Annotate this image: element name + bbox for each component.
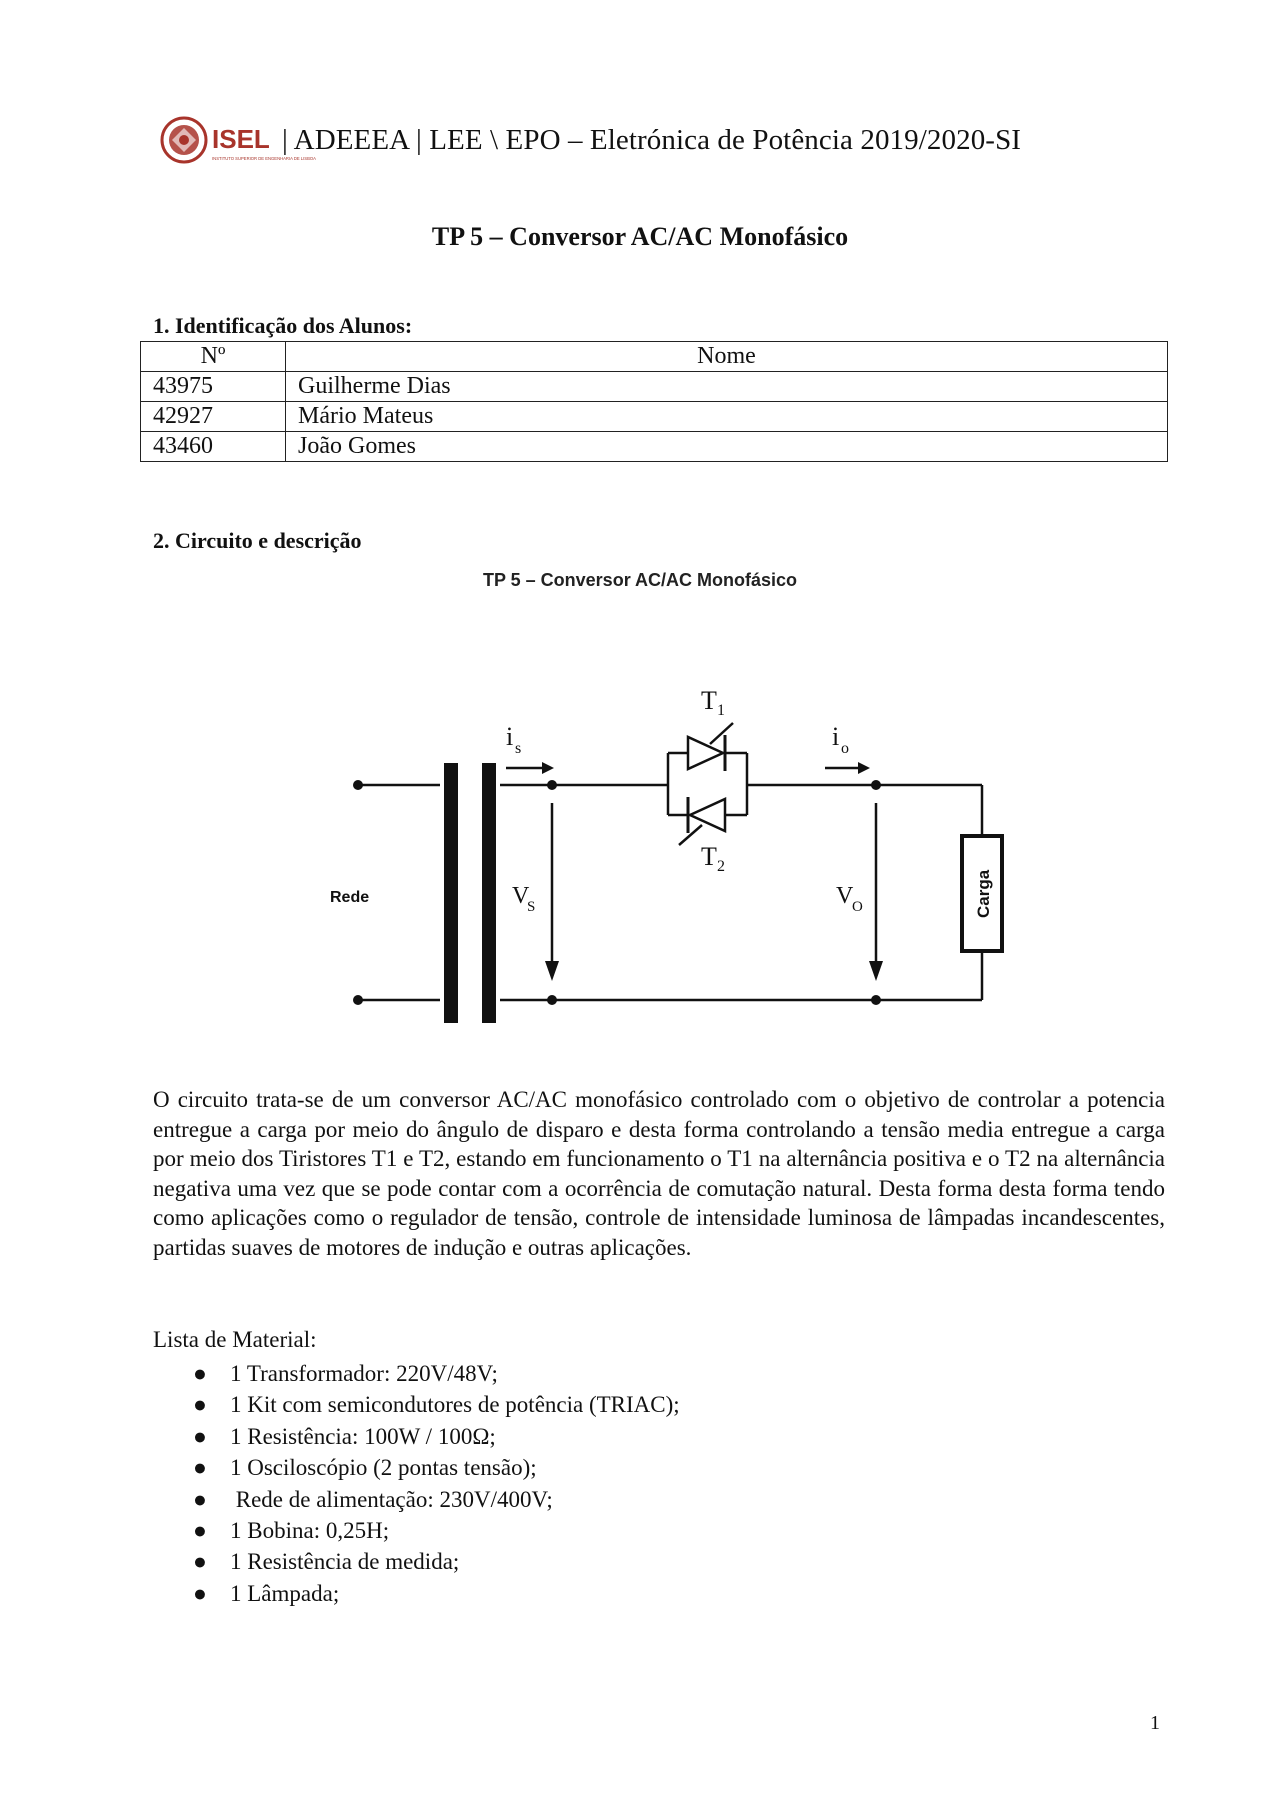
vs-subscript: S xyxy=(527,899,536,915)
logo-text: ISEL xyxy=(212,124,270,154)
material-item: Rede de alimentação: 230V/400V; xyxy=(230,1486,553,1512)
bullet-icon: ● xyxy=(193,1361,207,1386)
table-row xyxy=(141,372,1168,402)
bullet-icon: ● xyxy=(193,1486,207,1512)
table-header-row xyxy=(141,342,1168,372)
bullet-icon: ● xyxy=(193,1549,207,1575)
node-dot xyxy=(871,995,881,1005)
student-name: Mário Mateus xyxy=(286,402,1168,432)
bullet-icon: ● xyxy=(193,1423,207,1449)
student-number: 42927 xyxy=(141,402,286,432)
list-item xyxy=(193,1546,680,1577)
t2-subscript: 2 xyxy=(717,858,725,875)
section-heading-students: 1. Identificação dos Alunos: xyxy=(153,313,413,338)
logo-subtitle: INSTITUTO SUPERIOR DE ENGENHARIA DE LISBOA xyxy=(212,156,316,161)
bullet-icon: ● xyxy=(193,1455,207,1481)
page-header xyxy=(160,112,1021,168)
bullet-icon: ● xyxy=(193,1580,207,1606)
transformer-core-left xyxy=(444,763,458,1023)
list-item xyxy=(193,1389,680,1420)
thyristor-t2 xyxy=(679,797,725,845)
vo-label: V xyxy=(836,883,854,909)
material-item: 1 Bobina: 0,25H; xyxy=(230,1518,390,1544)
isel-logo xyxy=(160,112,316,168)
material-list-heading: Lista de Material: xyxy=(153,1327,317,1352)
bullet-icon: ● xyxy=(193,1392,207,1418)
material-item: 1 Resistência: 100W / 100Ω; xyxy=(230,1423,496,1449)
circuit-diagram xyxy=(330,563,993,1033)
material-list xyxy=(190,1358,680,1609)
figure-title: TP 5 – Conversor AC/AC Monofásico xyxy=(482,570,798,590)
terminal-dot xyxy=(353,995,363,1005)
node-dot xyxy=(871,780,881,790)
node-dot xyxy=(547,780,557,790)
material-item: 1 Resistência de medida; xyxy=(230,1549,460,1575)
material-item: 1 Lâmpada; xyxy=(230,1580,340,1606)
vs-label: V xyxy=(512,883,530,909)
io-label: i xyxy=(832,722,840,751)
source-label: Rede xyxy=(330,889,370,906)
list-item xyxy=(193,1452,680,1483)
is-subscript: s xyxy=(515,740,522,757)
list-item xyxy=(193,1484,680,1515)
student-number: 43975 xyxy=(141,372,286,402)
list-item xyxy=(193,1515,680,1546)
is-label: i xyxy=(506,722,514,751)
list-item xyxy=(193,1358,680,1389)
t2-label: T xyxy=(701,842,717,871)
circuit-description: O circuito trata-se de um conversor AC/AC monofásico controlado com o objetivo de controlar a potencia entregue a carga por meio do ângulo de disparo e desta forma controlando a tensão media entregue a carga por meio dos Tiristores T1 e T2, estando em funcionamento o T1 na alternância positiva e o T2 na alternância negativa uma vez que se pode contar com a ocorrência de comutação natural. Desta forma desta forma tendo como aplicações como o regulador de tensão, controle de intensidade luminosa de lâmpadas incandescentes, partidas suaves de motores de indução e outras aplicações. xyxy=(153,1087,1165,1260)
thyristor-t1 xyxy=(688,723,733,771)
transformer-core-right xyxy=(482,763,496,1023)
list-item xyxy=(193,1421,680,1452)
student-name: Guilherme Dias xyxy=(286,372,1168,402)
header-text: | ADEEEA | LEE \ EPO – Eletrónica de Potência 2019/2020-SI xyxy=(282,123,1022,156)
material-item: 1 Kit com semicondutores de potência (TRIAC); xyxy=(230,1392,680,1418)
io-subscript: o xyxy=(841,740,849,757)
t1-label: T xyxy=(701,686,717,715)
material-item: 1 Transformador: 220V/48V; xyxy=(230,1361,498,1386)
column-header-number: Nº xyxy=(141,342,286,372)
vo-subscript: O xyxy=(852,899,863,915)
bullet-icon: ● xyxy=(193,1518,207,1544)
load-label: Carga xyxy=(974,869,993,918)
list-item xyxy=(193,1578,680,1609)
students-table xyxy=(140,341,1168,462)
table-row xyxy=(141,402,1168,432)
material-item: 1 Osciloscópio (2 pontas tensão); xyxy=(230,1455,537,1481)
table-row xyxy=(141,432,1168,462)
terminal-dot xyxy=(353,780,363,790)
node-dot xyxy=(547,995,557,1005)
section-heading-circuit: 2. Circuito e descrição xyxy=(153,528,362,553)
document-title: TP 5 – Conversor AC/AC Monofásico xyxy=(431,222,849,251)
t1-subscript: 1 xyxy=(717,702,725,719)
student-name: João Gomes xyxy=(286,432,1168,462)
page-number: 1 xyxy=(1150,1712,1160,1734)
student-number: 43460 xyxy=(141,432,286,462)
column-header-name: Nome xyxy=(286,342,1168,372)
